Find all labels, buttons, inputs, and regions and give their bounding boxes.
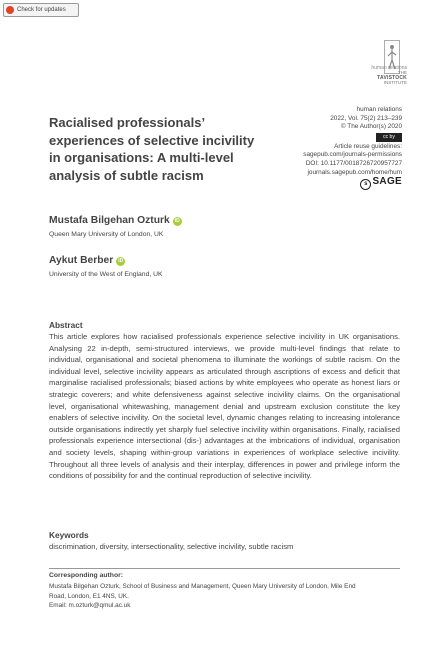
abstract-text: This article explores how racialised professionals experience selective incivility in UK organisations. Analysing 22 in-depth, semi-structured interviews, we provide multi-level findings that relate to individual, organisational and societal phenomena to illuminate the workings of subtle racism. On the individual level, selective incivility appears as articulated through ascriptions of excess and deficit that marginalise racialised professionals; biased actions by white employees who operate as honest liars or strategic coverers; and white defensiveness against selective incivility claims. On the organisational level, organisational whitewashing, management denial and upstream exclusion constitute the key enablers of selective incivility. On the societal level, dynamic changes relating to increasing intolerance outside organisations indirectly yet sharply fuel selective incivility within organisations. Finally, racialised professionals experience intersectional (dis-) advantages at the imbrications of individual, organisation and society levels, shaping within-group variations in experiences of workplace selective incivility. Throughout all three levels of analysis and their interplay, differences in power and privilege inform the conditions of possibility for and the continual reproduction of selective incivility.: [49, 332, 400, 481]
correspondence-line-2: Road, London, E1 4NS, UK.: [49, 592, 129, 600]
publisher-line-2: TAVISTOCK: [377, 74, 407, 81]
abstract-heading: Abstract: [49, 320, 83, 330]
title-line-1: Racialised professionals’: [49, 115, 206, 130]
check-for-updates-badge[interactable]: [3, 3, 79, 17]
check-updates-icon: [6, 6, 14, 14]
volume-pages: 2022, Vol. 75(2) 213–239: [330, 114, 402, 122]
journal-name: human relations: [356, 106, 402, 113]
publisher-line-1: THE: [398, 70, 407, 75]
check-for-updates-label: Check for updates: [17, 7, 66, 13]
orcid-icon[interactable]: iD: [174, 218, 180, 224]
reuse-guidelines-label: Article reuse guidelines:: [334, 142, 402, 150]
author-name-1: Mustafa Bilgehan Ozturk iD: [49, 215, 180, 226]
correspondence-email[interactable]: Email: m.ozturk@qmul.ac.uk: [49, 602, 131, 610]
author-affiliation-2: University of the West of England, UK: [49, 271, 163, 278]
keywords-heading: Keywords: [49, 530, 89, 540]
correspondence-line-1: Mustafa Bilgehan Ozturk, School of Business and Management, Queen Mary University of London, Mile End: [49, 583, 356, 590]
title-line-4: analysis of subtle racism: [49, 167, 204, 183]
article-title: [49, 114, 279, 184]
divider: [49, 568, 400, 569]
author-name-2: Aykut Berber iD: [49, 255, 124, 266]
orcid-icon[interactable]: iD: [118, 258, 124, 264]
article-metadata: [303, 106, 402, 177]
journal-wordmark: human relations: [371, 65, 407, 71]
sage-wordmark: SAGE: [372, 176, 402, 187]
title-line-2: experiences of selective incivility: [49, 132, 255, 148]
publisher-line-3: INSTITUTE: [383, 79, 407, 85]
sage-logo: [360, 176, 402, 190]
keywords-list: discrimination, diversity, intersectionality, selective incivility, subtle racism: [49, 542, 294, 551]
corresponding-author-heading: Corresponding author:: [49, 572, 124, 579]
corresponding-author-details: [49, 582, 401, 611]
cc-license-icon[interactable]: cc by: [376, 133, 402, 142]
author-affiliation-1: Queen Mary University of London, UK: [49, 231, 164, 238]
doi[interactable]: DOI: 10.1177/0018726720957727: [305, 159, 402, 167]
sage-mark-icon: s: [360, 179, 371, 190]
copyright: © The Author(s) 2020: [340, 123, 402, 131]
reuse-guidelines-link[interactable]: sagepub.com/journals-permissions: [303, 151, 402, 159]
title-line-3: in organisations: A multi-level: [49, 150, 234, 165]
journal-url[interactable]: journals.sagepub.com/home/hum: [307, 168, 402, 176]
journal-brand: [371, 66, 407, 85]
